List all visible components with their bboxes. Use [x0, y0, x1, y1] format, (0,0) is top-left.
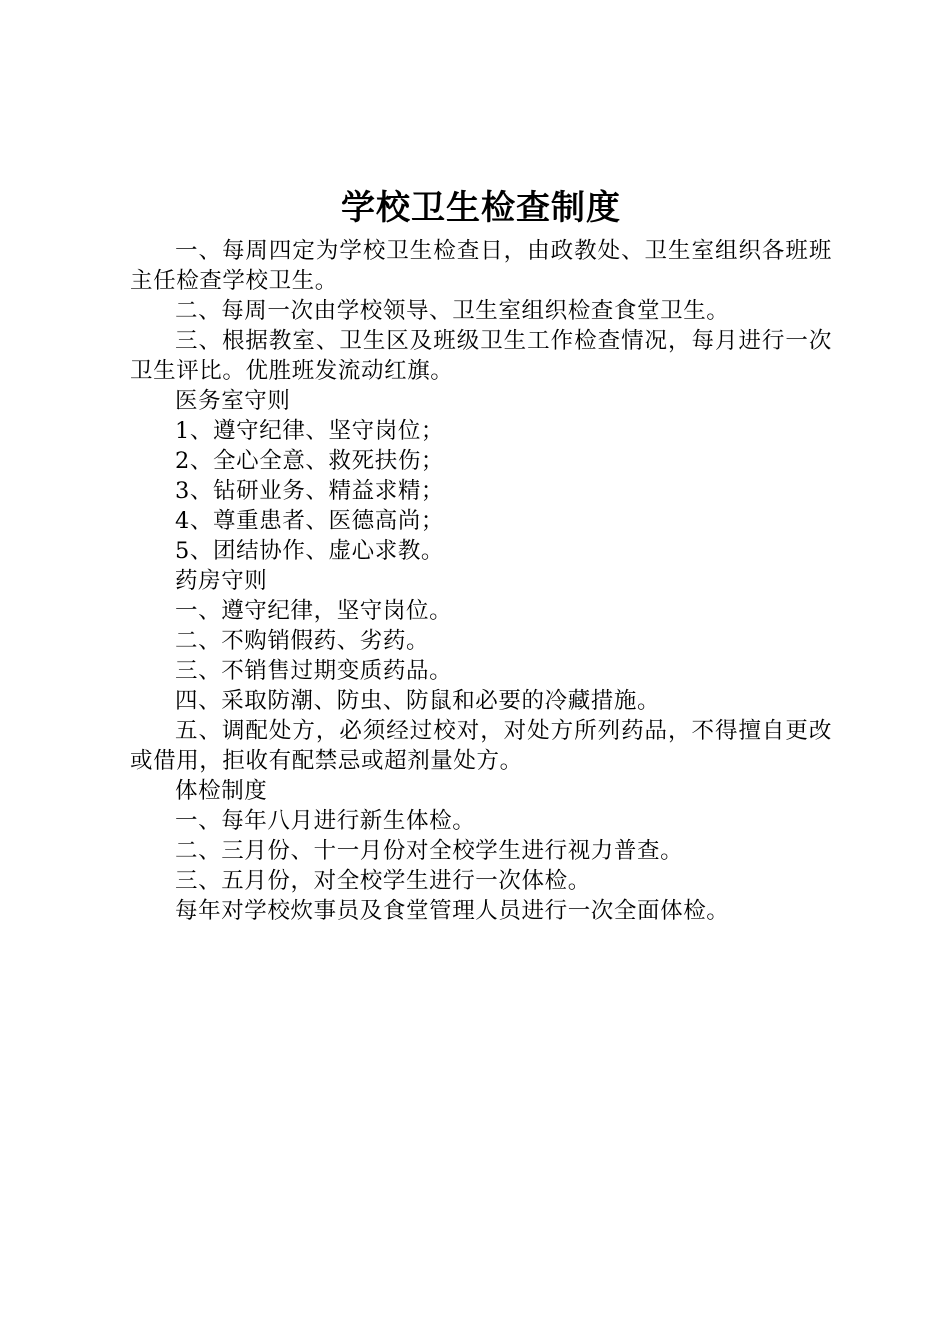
paragraph-inspection-day: 一、每周四定为学校卫生检查日，由政教处、卫生室组织各班班主任检查学校卫生。: [130, 238, 832, 294]
document-title: 学校卫生检查制度: [341, 188, 621, 228]
list-item: 3、钻研业务、精益求精；: [175, 478, 445, 504]
list-item: 5、团结协作、虚心求教。: [175, 538, 445, 564]
paragraph-canteen-inspection: 二、每周一次由学校领导、卫生室组织检查食堂卫生。: [175, 298, 730, 324]
section-heading-clinic-rules: 医务室守则: [175, 388, 291, 414]
list-item: 4、尊重患者、医德高尚；: [175, 508, 445, 534]
list-item: 1、遵守纪律、坚守岗位；: [175, 418, 445, 444]
list-item: 二、不购销假药、劣药。: [175, 628, 430, 654]
list-item: 五、调配处方，必须经过校对，对处方所列药品，不得擅自更改或借用，拒收有配禁忌或超剂量处方。: [130, 718, 832, 774]
list-item: 2、全心全意、救死扶伤；: [175, 448, 445, 474]
list-item: 四、采取防潮、防虫、防鼠和必要的冷藏措施。: [175, 688, 661, 714]
list-item: 一、每年八月进行新生体检。: [175, 808, 476, 834]
section-heading-pharmacy-rules: 药房守则: [175, 568, 268, 594]
list-item: 三、五月份，对全校学生进行一次体检。: [175, 868, 591, 894]
list-item: 二、三月份、十一月份对全校学生进行视力普查。: [175, 838, 684, 864]
section-heading-health-check: 体检制度: [175, 778, 268, 804]
paragraph-hygiene-evaluation: 三、根据教室、卫生区及班级卫生工作检查情况，每月进行一次卫生评比。优胜班发流动红旗。: [130, 328, 832, 384]
list-item: 三、不销售过期变质药品。: [175, 658, 453, 684]
list-item: 一、遵守纪律，坚守岗位。: [175, 598, 453, 624]
document-page: [130, 182, 832, 926]
list-item: 每年对学校炊事员及食堂管理人员进行一次全面体检。: [175, 898, 730, 924]
